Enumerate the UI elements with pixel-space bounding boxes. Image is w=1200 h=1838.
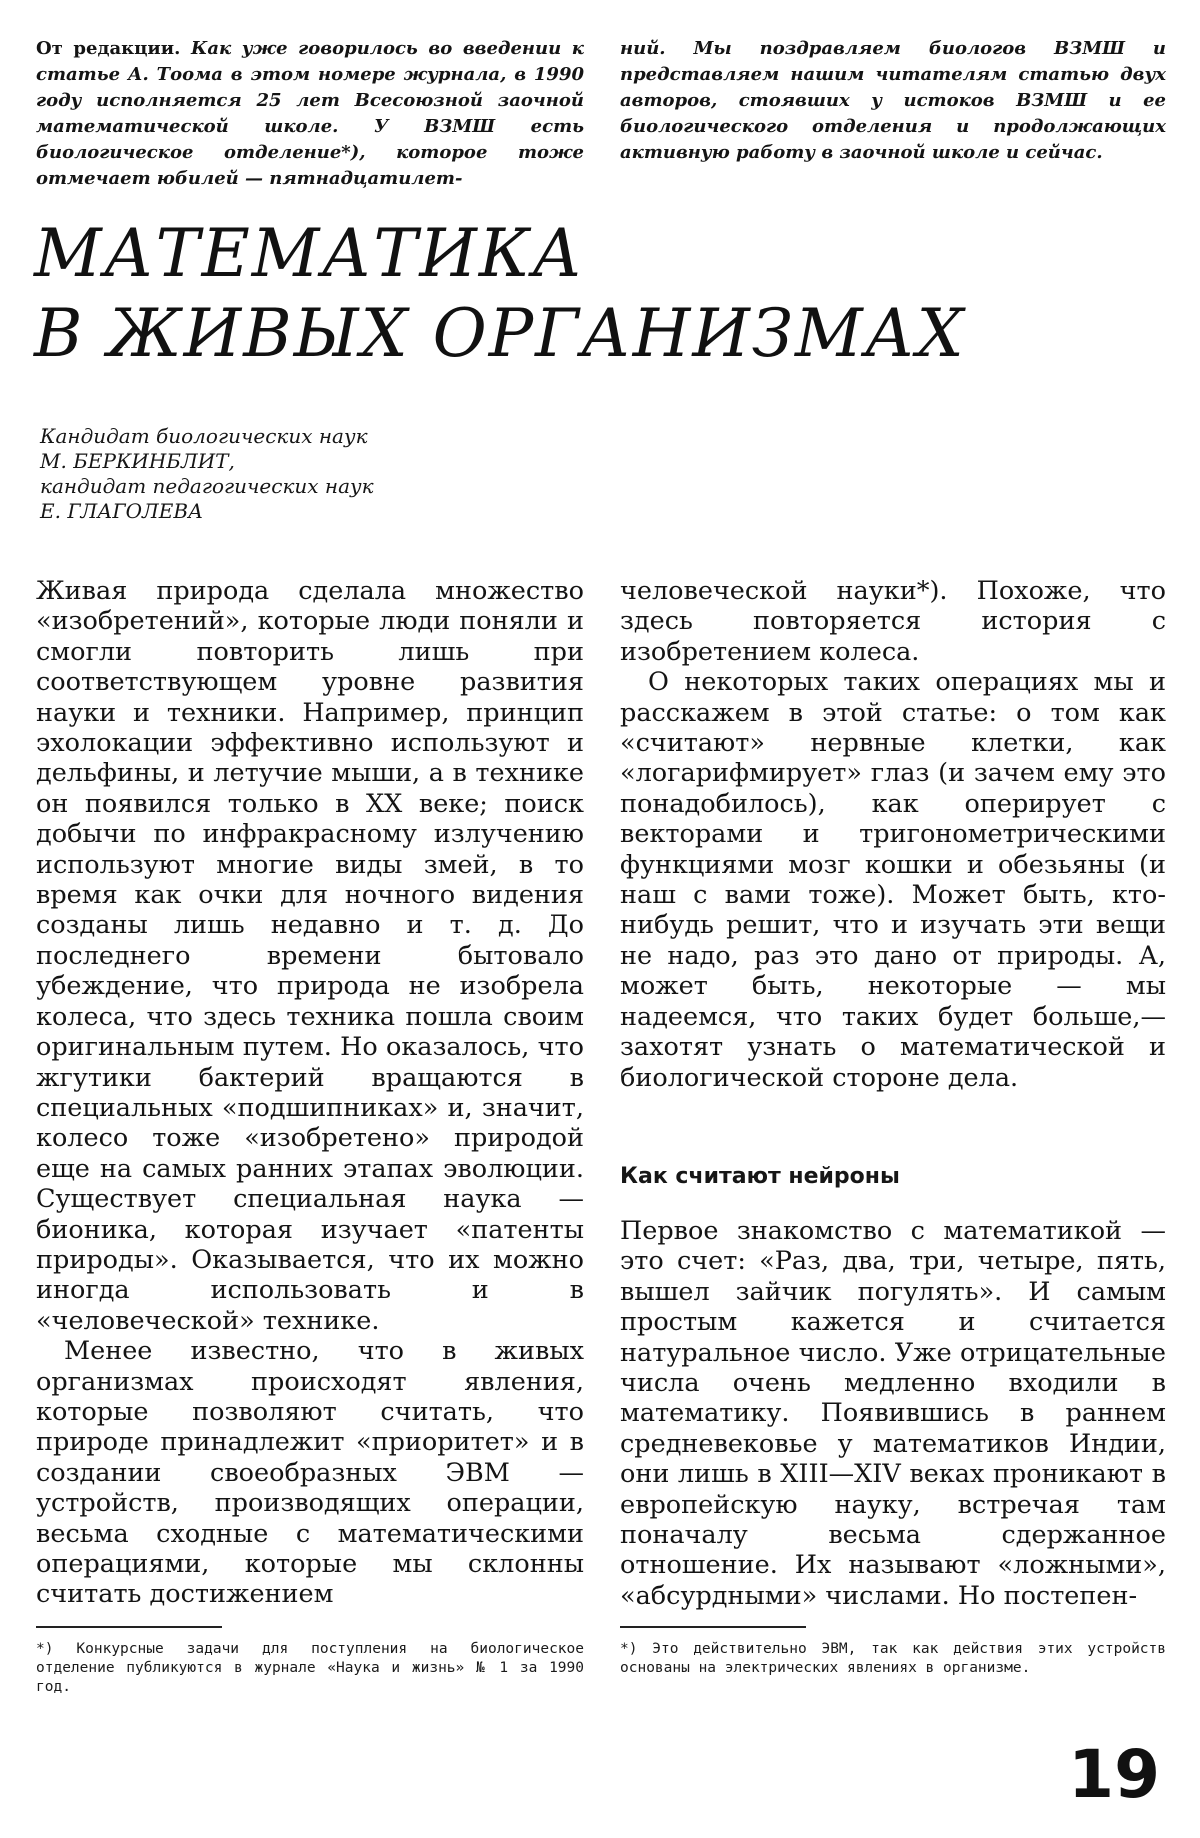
body-column-right-bottom bbox=[620, 1216, 1166, 1611]
footnote-rule-right bbox=[620, 1626, 806, 1628]
section-heading: Как считают нейроны bbox=[620, 1164, 900, 1189]
paragraph-1: Живая природа сделала множество «изобретений», которые люди поняли и смогли повторить лишь при соответствующем уровне развития науки и техники. Например, принцип эхолокации эффективно используют и дельфины, и летучие мыши, а в технике он появился только в XX веке; поиск добычи по инфракрасному излучению используют многие виды змей, в то время как очки для ночного видения созданы лишь недавно и т. д. До последнего времени бытовало убеждение, что природа не изобрела колеса, что здесь техника пошла своим оригинальным путем. Но оказалось, что жгутики бактерий вращаются в специальных «подшипниках» и, значит, колесо тоже «изобретено» природой еще на самых ранних этапах эволюции. Существует специальная наука — бионика, которая изучает «патенты природы». Оказывается, что их можно иногда использовать и в «человеческой» технике. bbox=[36, 576, 584, 1336]
byline-author-1: М. БЕРКИНБЛИТ, bbox=[40, 449, 235, 473]
footnote-right: *) Это действительно ЭВМ, так как действия этих устройств основаны на электрических явлениях в организме. bbox=[620, 1641, 1166, 1676]
paragraph-2: Менее известно, что в живых организмах происходят явления, которые позволяют считать, что природе принадлежит «приоритет» и в создании своеобразных ЭВМ — устройств, производящих операции, весьма сходные с математическими операциями, которые мы склонны считать достижением bbox=[36, 1336, 584, 1610]
byline-credential-1: Кандидат биологических наук bbox=[40, 424, 368, 448]
byline bbox=[40, 424, 374, 524]
editor-note-left bbox=[36, 36, 584, 192]
paragraph-3: человеческой науки*). Похоже, что здесь повторяется история с изобретением колеса. bbox=[620, 576, 1166, 667]
article-title-line2: В ЖИВЫХ ОРГАНИЗМАХ bbox=[34, 295, 966, 372]
body-column-right-top bbox=[620, 576, 1166, 1093]
editor-note-text-part2: ний. Мы поздравляем биологов ВЗМШ и представляем нашим читателям статью двух авторов, стоявших у истоков ВЗМШ и ее биологического отделения и продолжающих активную работу в заочной школе и сейчас. bbox=[620, 38, 1166, 163]
paragraph-5: Первое знакомство с математикой — это счет: «Раз, два, три, четыре, пять, вышел зайчик погулять». И самым простым кажется и считается натуральное число. Уже отрицательные числа очень медленно входили в математику. Появившись в раннем средневековье у математиков Индии, они лишь в XIII—XIV веках проникают в европейскую науку, встречая там поначалу весьма сдержанное отношение. Их называют «ложными», «абсурдными» числами. Но постепен- bbox=[620, 1216, 1166, 1611]
paragraph-4: О некоторых таких операциях мы и расскажем в этой статье: о том как «считают» нервные клетки, как «логарифмирует» глаз (и зачем ему это понадобилось), как оперирует с векторами и тригонометрическими функциями мозг кошки и обезьяны (и наш с вами тоже). Может быть, кто-нибудь решит, что и изучать эти вещи не надо, раз это дано от природы. А, может быть, некоторые — мы надеемся, что таких будет больше,— захотят узнать о математической и биологической стороне дела. bbox=[620, 667, 1166, 1093]
byline-credential-2: кандидат педагогических наук bbox=[40, 474, 374, 498]
editor-note-lead: От редакции. bbox=[36, 38, 181, 59]
article-title-line1: МАТЕМАТИКА bbox=[34, 215, 584, 292]
footnote-rule-left bbox=[36, 1626, 222, 1628]
editor-note-right bbox=[620, 36, 1166, 166]
footnote-left: *) Конкурсные задачи для поступления на биологическое отделение публикуются в журнале «Наука и жизнь» № 1 за 1990 год. bbox=[36, 1641, 584, 1695]
byline-author-2: Е. ГЛАГОЛЕВА bbox=[40, 499, 204, 523]
editor-note-text-part1: Как уже говорилось во введении к статье А. Тоома в этом номере журнала, в 1990 году исполняется 25 лет Всесоюзной заочной математической школе. У ВЗМШ есть биологическое отделение*), которое тоже отмечает юбилей — пятнадцатилет- bbox=[36, 38, 584, 189]
body-column-left bbox=[36, 576, 584, 1610]
page-number: 19 bbox=[1068, 1736, 1160, 1813]
article-title bbox=[34, 214, 966, 374]
